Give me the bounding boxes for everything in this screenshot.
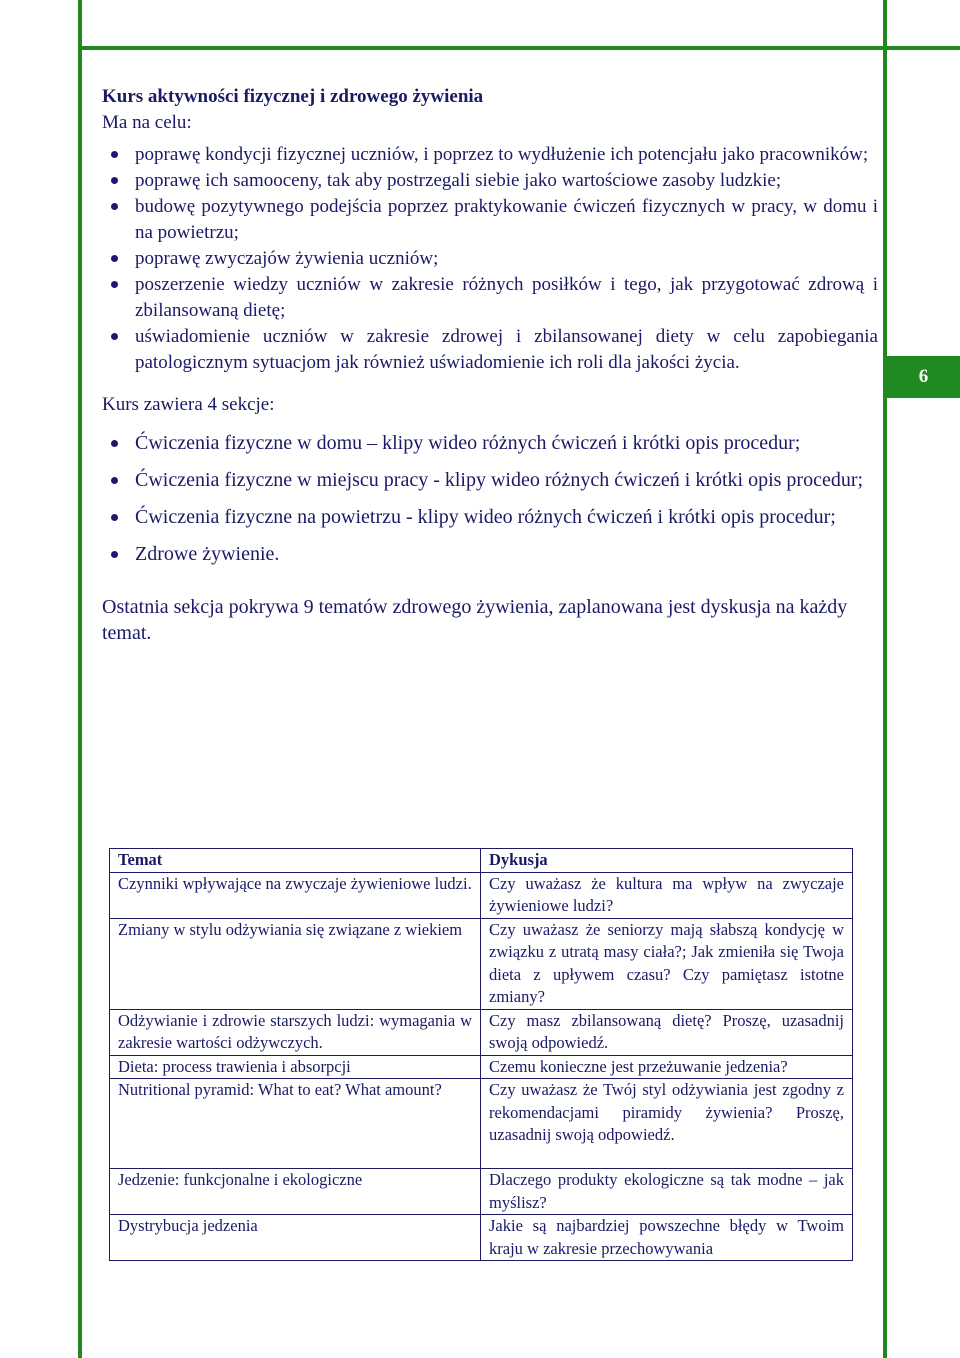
sections-list [102,430,878,567]
table-row [110,918,853,1009]
goal-item: poprawę zwyczajów żywienia uczniów; [102,246,878,272]
table-header-row [110,849,853,873]
sections-intro: Kurs zawiera 4 sekcje: [102,394,275,415]
goal-item: uświadomienie uczniów w zakresie zdrowej i zbilansowanej diety w celu zapobiegania patologicznym sytuacjom jak również uświadomienie ich roli dla jakości życia. [102,324,878,376]
discussion-cell: Czy masz zbilansowaną dietę? Proszę, uzasadnij swoją odpowiedź. [481,1009,853,1055]
topic-cell: Odżywianie i zdrowie starszych ludzi: wymagania w zakresie wartości odżywczych. [110,1009,481,1055]
table-row [110,1215,853,1261]
discussion-cell: Jakie są najbardziej powszechne błędy w Twoim kraju w zakresie przechowywania [481,1215,853,1261]
table-row [110,1169,853,1215]
goal-item: budowę pozytywnego podejścia poprzez praktykowanie ćwiczeń fizycznych w pracy, w domu i na powietrzu; [102,194,878,246]
discussion-cell: Czy uważasz że kultura ma wpływ na zwyczaje żywieniowe ludzi? [481,872,853,918]
table-row [110,1055,853,1079]
main-content [102,84,878,646]
discussion-cell: Czemu konieczne jest przeżuwanie jedzenia? [481,1055,853,1079]
header-topic: Temat [110,849,481,873]
page-number: 6 [887,356,960,398]
goal-item: poprawę ich samooceny, tak aby postrzegali siebie jako wartościowe zasoby ludzkie; [102,168,878,194]
section-item: Ćwiczenia fizyczne w miejscu pracy - klipy wideo różnych ćwiczeń i krótki opis procedur; [102,467,878,493]
discussion-cell: Dlaczego produkty ekologiczne są tak modne – jak myślisz? [481,1169,853,1215]
topic-cell: Jedzenie: funkcjonalne i ekologiczne [110,1169,481,1215]
section-item: Zdrowe żywienie. [102,541,878,567]
table-row [110,872,853,918]
goal-item: poprawę kondycji fizycznej uczniów, i poprzez to wydłużenie ich potencjału jako pracowników; [102,142,878,168]
goals-intro: Ma na celu: [102,112,192,133]
topic-cell: Dystrybucja jedzenia [110,1215,481,1261]
closing-paragraph: Ostatnia sekcja pokrywa 9 tematów zdrowego żywienia, zaplanowana jest dyskusja na każdy temat. [102,596,848,644]
topic-cell: Dieta: process trawienia i absorpcji [110,1055,481,1079]
section-item: Ćwiczenia fizyczne na powietrzu - klipy wideo różnych ćwiczeń i krótki opis procedur; [102,504,878,530]
frame-left-border [78,0,82,1358]
frame-top-border [78,46,960,50]
header-discussion: Dykusja [481,849,853,873]
topic-cell: Czynniki wpływające na zwyczaje żywieniowe ludzi. [110,872,481,918]
section-item: Ćwiczenia fizyczne w domu – klipy wideo różnych ćwiczeń i krótki opis procedur; [102,430,878,456]
topic-cell: Nutritional pyramid: What to eat? What amount? [110,1079,481,1169]
goals-list [102,142,878,376]
frame-right-border [883,0,887,1358]
discussion-cell: Czy uważasz że seniorzy mają słabszą kondycję w związku z utratą masy ciała?; Jak zmieniła się Twoja dieta z upływem czasu? Czy pamiętasz istotne zmiany? [481,918,853,1009]
goal-item: poszerzenie wiedzy uczniów w zakresie różnych posiłków i tego, jak przygotować zdrową i zbilansowaną dietę; [102,272,878,324]
topic-cell: Zmiany w stylu odżywiania się związane z wiekiem [110,918,481,1009]
discussion-cell: Czy uważasz że Twój styl odżywiania jest zgodny z rekomendacjami piramidy żywienia? Proszę, uzasadnij swoją odpowiedź. [481,1079,853,1169]
table-row [110,1009,853,1055]
table-row [110,1079,853,1169]
page-title: Kurs aktywności fizycznej i zdrowego żywienia [102,86,484,107]
topics-table [109,848,853,1261]
